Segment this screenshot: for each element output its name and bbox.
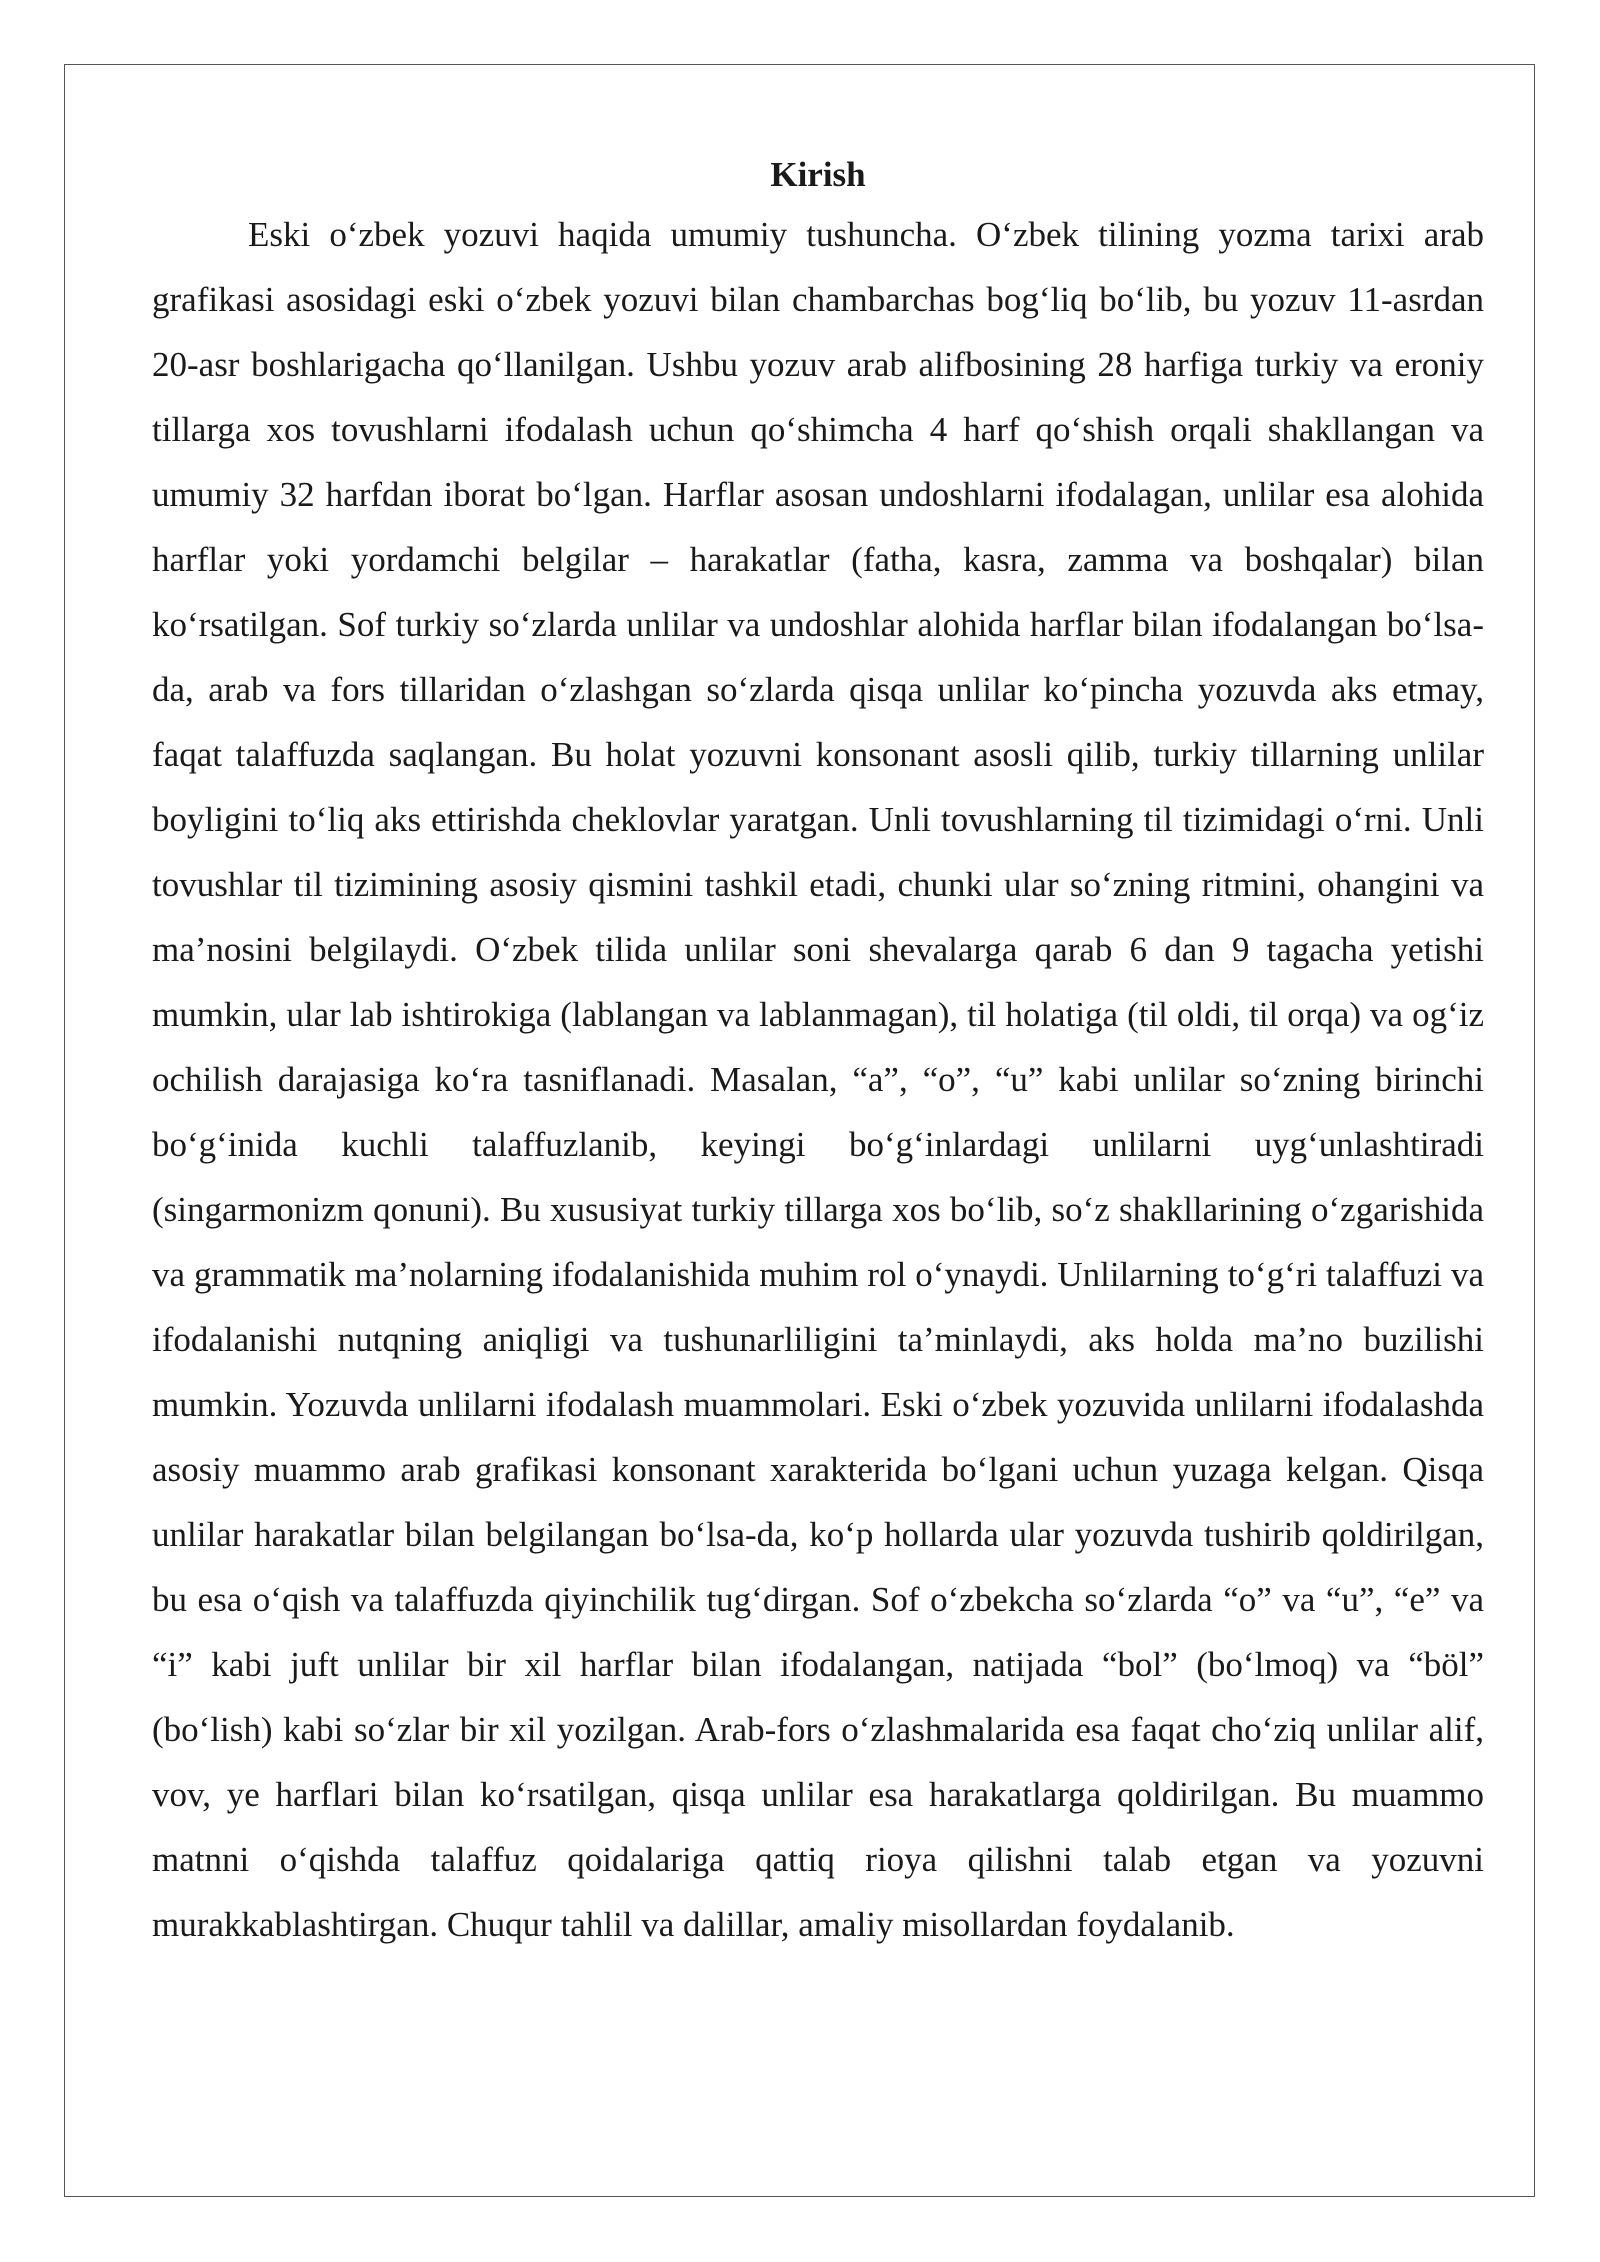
document-body bbox=[152, 148, 1484, 1957]
body-paragraph: Eski o‘zbek yozuvi haqida umumiy tushuncha. O‘zbek tilining yozma tarixi arab grafikasi asosidagi eski o‘zbek yozuvi bilan chambarchas bog‘liq bo‘lib, bu yozuv 11-asrdan 20-asr boshlarigacha qo‘llanilgan. Ushbu yozuv arab alifbosining 28 harfiga turkiy va eroniy tillarga xos tovushlarni ifodalash uchun qo‘shimcha 4 harf qo‘shish orqali shakllangan va umumiy 32 harfdan iborat bo‘lgan. Harflar asosan undoshlarni ifodalagan, unlilar esa alohida harflar yoki yordamchi belgilar – harakatlar (fatha, kasra, zamma va boshqalar) bilan ko‘rsatilgan. Sof turkiy so‘zlarda unlilar va undoshlar alohida harflar bilan ifodalangan bo‘lsa-da, arab va fors tillaridan o‘zlashgan so‘zlarda qisqa unlilar ko‘pincha yozuvda aks etmay, faqat talaffuzda saqlangan. Bu holat yozuvni konsonant asosli qilib, turkiy tillarning unlilar boyligini to‘liq aks ettirishda cheklovlar yaratgan. Unli tovushlarning til tizimidagi o‘rni. Unli tovushlar til tizimining asosiy qismini tashkil etadi, chunki ular so‘zning ritmini, ohangini va ma’nosini belgilaydi. O‘zbek tilida unlilar soni shevalarga qarab 6 dan 9 tagacha yetishi mumkin, ular lab ishtirokiga (lablangan va lablanmagan), til holatiga (til oldi, til orqa) va og‘iz ochilish darajasiga ko‘ra tasniflanadi. Masalan, “a”, “o”, “u” kabi unlilar so‘zning birinchi bo‘g‘inida kuchli talaffuzlanib, keyingi bo‘g‘inlardagi unlilarni uyg‘unlashtiradi (singarmonizm qonuni). Bu xususiyat turkiy tillarga xos bo‘lib, so‘z shakllarining o‘zgarishida va grammatik ma’nolarning ifodalanishida muhim rol o‘ynaydi. Unlilarning to‘g‘ri talaffuzi va ifodalanishi nutqning aniqligi va tushunarliligini ta’minlaydi, aks holda ma’no buzilishi mumkin. Yozuvda unlilarni ifodalash muammolari. Eski o‘zbek yozuvida unlilarni ifodalashda asosiy muammo arab grafikasi konsonant xarakterida bo‘lgani uchun yuzaga kelgan. Qisqa unlilar harakatlar bilan belgilangan bo‘lsa-da, ko‘p hollarda ular yozuvda tushirib qoldirilgan, bu esa o‘qish va talaffuzda qiyinchilik tug‘dirgan. Sof o‘zbekcha so‘zlarda “o” va “u”, “e” va “i” kabi juft unlilar bir xil harflar bilan ifodalangan, natijada “bol” (bo‘lmoq) va “böl” (bo‘lish) kabi so‘zlar bir xil yozilgan. Arab-fors o‘zlashmalarida esa faqat cho‘ziq unlilar alif, vov, ye harflari bilan ko‘rsatilgan, qisqa unlilar esa harakatlarga qoldirilgan. Bu muammo matnni o‘qishda talaffuz qoidalariga qattiq rioya qilishni talab etgan va yozuvni murakkablashtirgan. Chuqur tahlil va dalillar, amaliy misollardan foydalanib. bbox=[152, 215, 1484, 1944]
page-title: Kirish bbox=[770, 155, 866, 194]
